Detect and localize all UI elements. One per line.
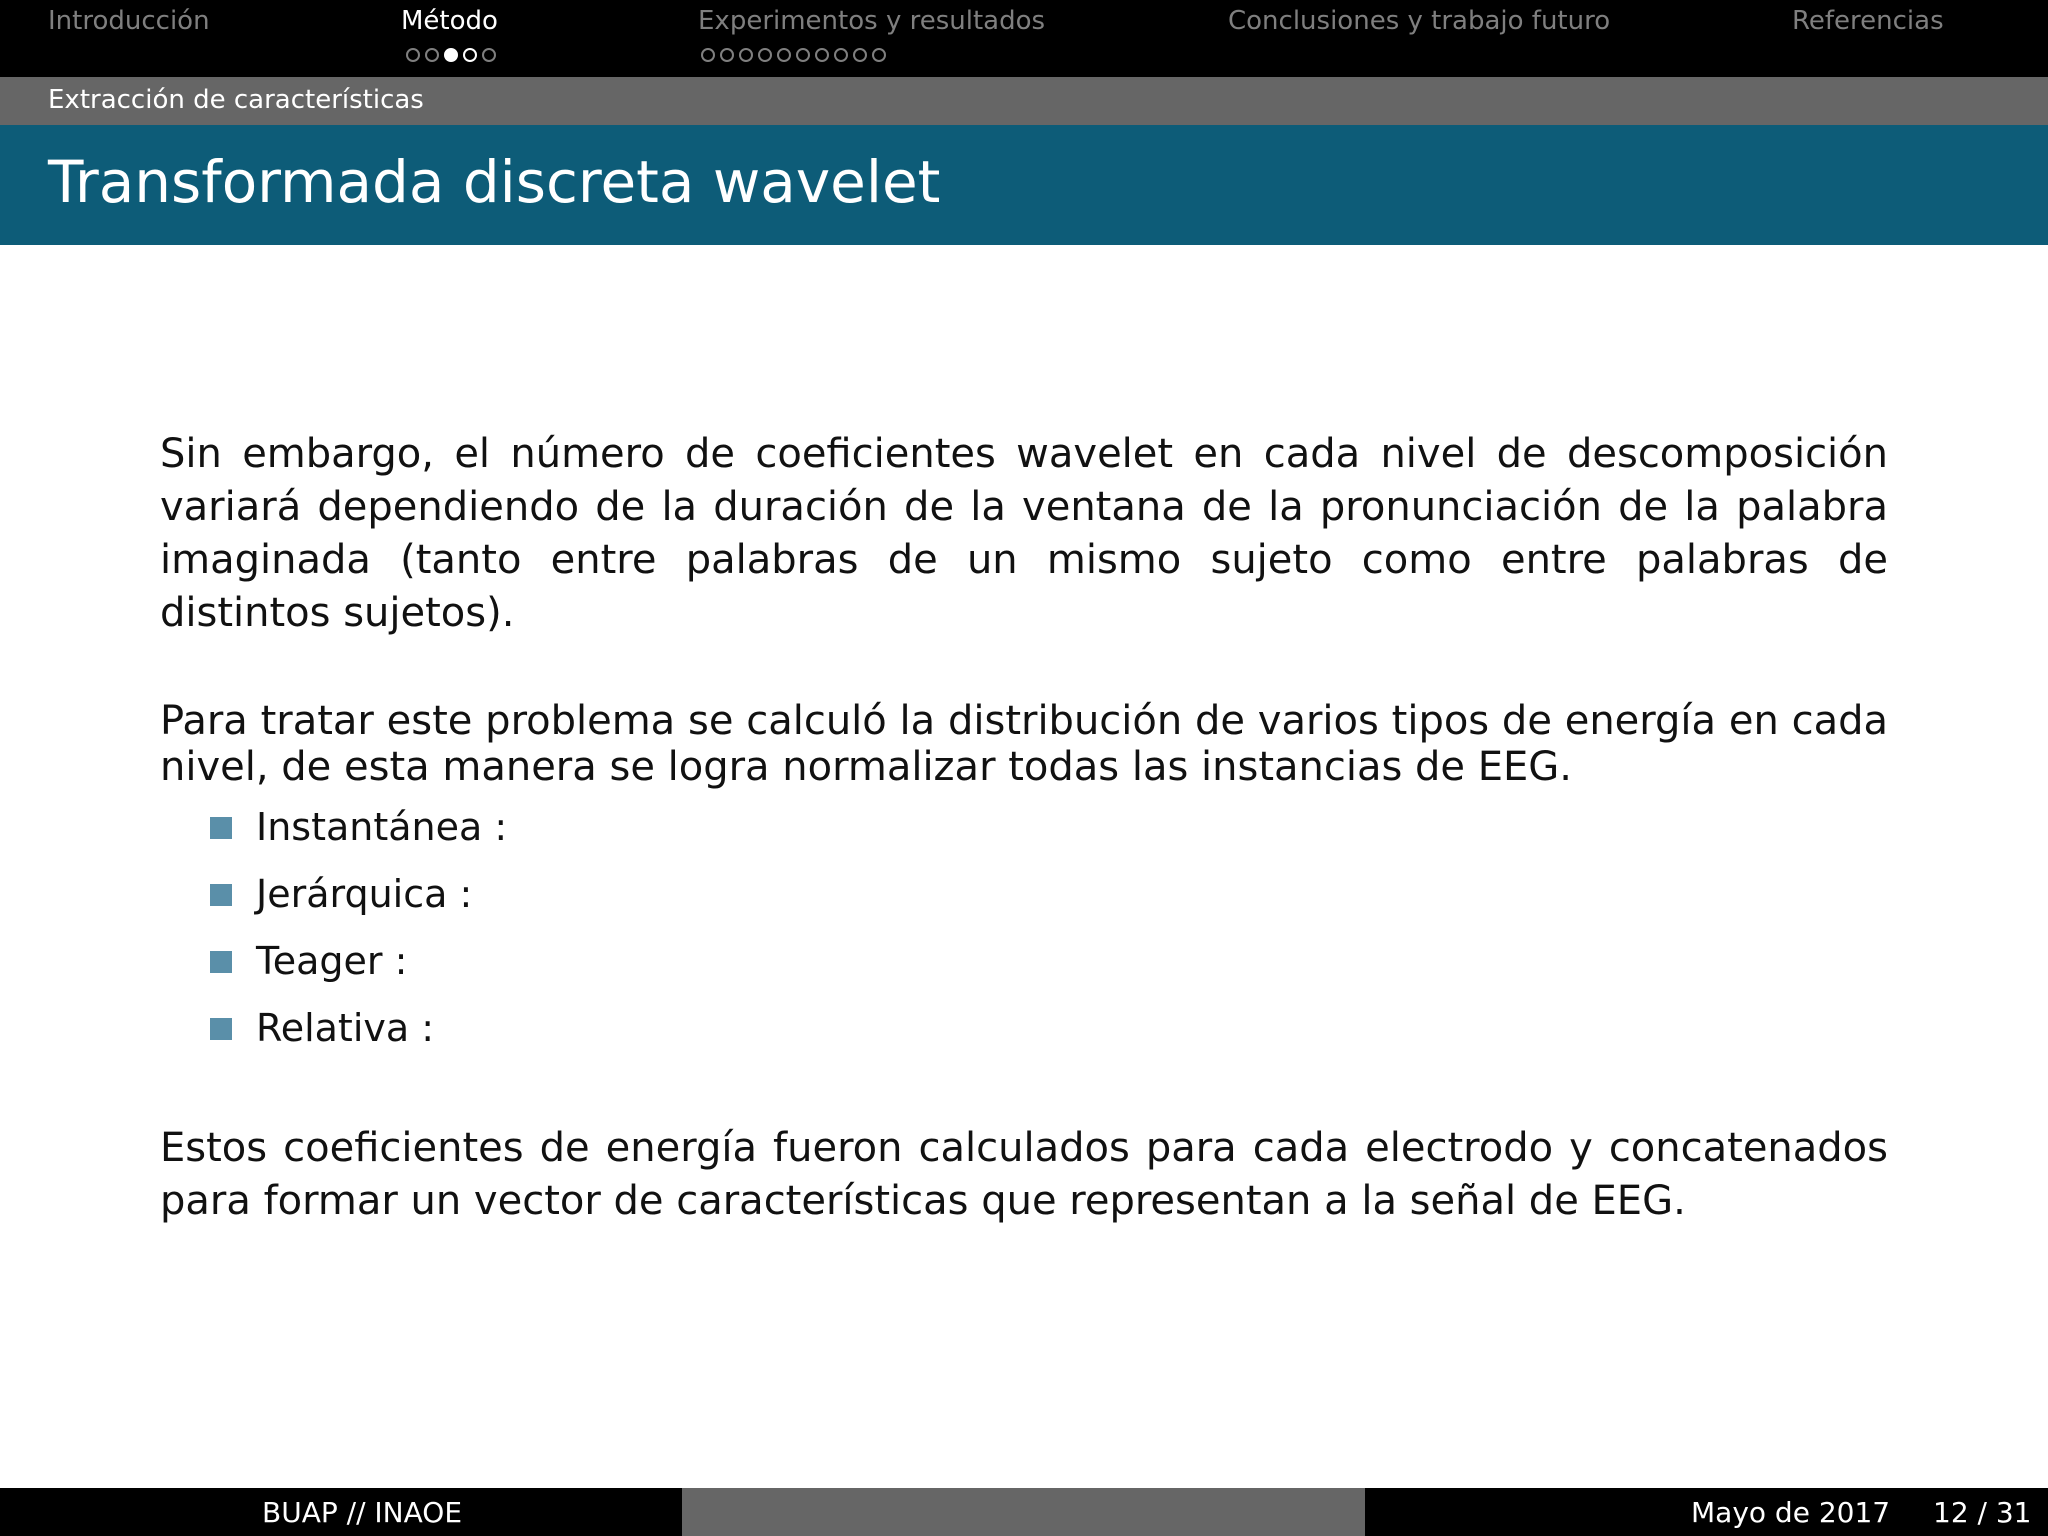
slide-dot[interactable]: [872, 48, 886, 62]
slide-dot[interactable]: [406, 48, 420, 62]
slide-dot[interactable]: [444, 48, 458, 62]
footer-middle-block: [682, 1488, 1365, 1536]
slide-dot[interactable]: [777, 48, 791, 62]
nav-label[interactable]: Método: [401, 6, 498, 36]
slide-dot[interactable]: [796, 48, 810, 62]
energy-type-label: Teager :: [256, 939, 408, 983]
nav-label[interactable]: Experimentos y resultados: [698, 6, 1046, 36]
slide-title: Transformada discreta wavelet: [48, 148, 941, 216]
slide-dot[interactable]: [720, 48, 734, 62]
footer-date-block: [1365, 1488, 2048, 1536]
paragraph-energy-problem: Para tratar este problema se calculó la distribución de varios tipos de energía en cada nivel, de esta manera se logra normalizar todas las instancias de EEG.: [160, 698, 1888, 790]
list-item: [210, 1005, 1888, 1072]
frame-title-bar: [0, 125, 2048, 245]
paragraph-feature-vector: Estos coeficientes de energía fueron calculados para cada electrodo y concatenados para formar un vector de características que representan a la señal de EEG.: [160, 1125, 1888, 1224]
nav-label[interactable]: Conclusiones y trabajo futuro: [1228, 6, 1611, 36]
slide-dot[interactable]: [463, 48, 477, 62]
subsection-label[interactable]: Extracción de características: [48, 85, 424, 115]
slide-dot[interactable]: [482, 48, 496, 62]
list-item: [210, 804, 1888, 871]
footer-institution-block: [0, 1488, 682, 1536]
footer-date: Mayo de 2017: [1691, 1496, 1891, 1529]
square-bullet-icon: [210, 884, 232, 906]
slide-dots-metodo: [406, 48, 501, 68]
square-bullet-icon: [210, 951, 232, 973]
energy-type-label: Jerárquica :: [256, 872, 473, 916]
section-navigation-bar: [0, 0, 2048, 77]
square-bullet-icon: [210, 817, 232, 839]
nav-label[interactable]: Introducción: [48, 6, 210, 36]
slide-dot[interactable]: [815, 48, 829, 62]
footer-institution: BUAP // INAOE: [262, 1496, 463, 1529]
list-item: [210, 871, 1888, 938]
slide-dot[interactable]: [853, 48, 867, 62]
subsection-bar: [0, 77, 2048, 125]
slide-dot[interactable]: [834, 48, 848, 62]
energy-type-list: [160, 804, 1888, 1072]
slide-dots-experimentos: [701, 48, 891, 68]
square-bullet-icon: [210, 1018, 232, 1040]
list-item: [210, 938, 1888, 1005]
slide-dot[interactable]: [425, 48, 439, 62]
energy-type-label: Instantánea :: [256, 805, 508, 849]
nav-label[interactable]: Referencias: [1792, 6, 1944, 36]
page-number: 12 / 31: [1933, 1496, 2032, 1529]
slide-content: [160, 428, 1888, 1228]
energy-type-label: Relativa :: [256, 1006, 435, 1050]
slide-dot[interactable]: [739, 48, 753, 62]
footer: [0, 1488, 2048, 1536]
slide-dot[interactable]: [701, 48, 715, 62]
paragraph-coefficients: Sin embargo, el número de coeficientes wavelet en cada nivel de descomposición variará dependiendo de la duración de la ventana de la pronunciación de la palabra imaginada (tanto entre palabras de un mismo sujeto como entre palabras de distintos sujetos).: [160, 431, 1888, 636]
slide-dot[interactable]: [758, 48, 772, 62]
